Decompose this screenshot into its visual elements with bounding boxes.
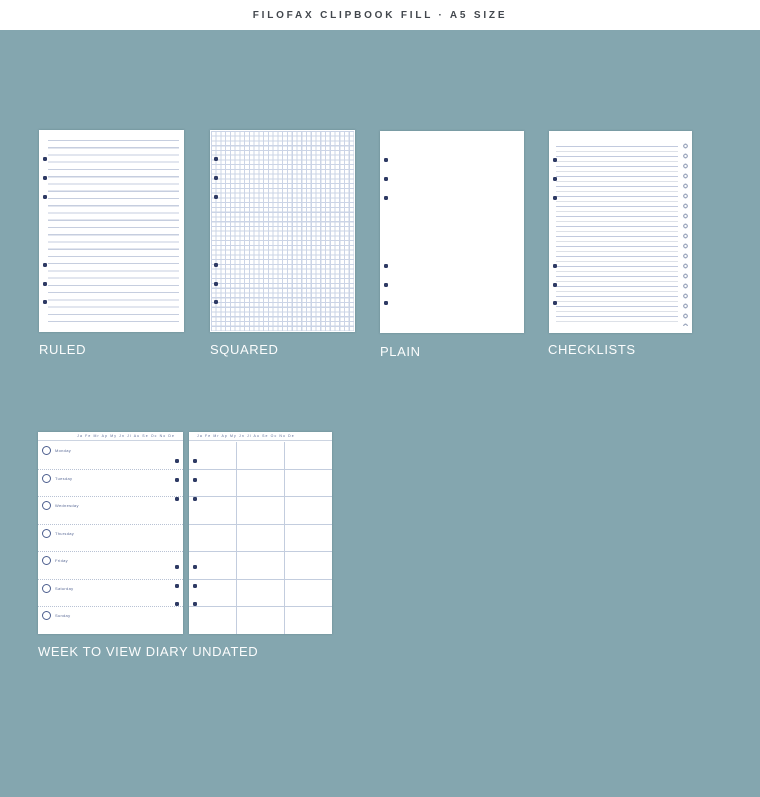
plain-label: PLAIN bbox=[380, 344, 421, 359]
months-strip: Ja Fe Mr Ap My Jn Jl Au Se Oc No De bbox=[38, 432, 183, 441]
plain-page-thumbnail bbox=[380, 131, 524, 333]
punch-hole-icon bbox=[214, 195, 218, 199]
diary-grid-row bbox=[189, 442, 332, 469]
day-bullet-circle-icon bbox=[42, 501, 51, 510]
diary-grid-row bbox=[189, 579, 332, 607]
diary-day-row bbox=[38, 496, 183, 524]
diary-grid-rows bbox=[189, 442, 332, 634]
punch-hole-icon bbox=[384, 196, 388, 200]
punch-hole-icon bbox=[384, 177, 388, 181]
day-name: Saturday bbox=[55, 585, 74, 591]
diary-right-page-thumbnail bbox=[189, 432, 332, 634]
punch-hole-icon bbox=[193, 584, 197, 588]
banner bbox=[0, 0, 760, 30]
months-strip: Ja Fe Mr Ap My Jn Jl Au Se Oc No De bbox=[189, 432, 332, 441]
punch-hole-icon bbox=[175, 584, 179, 588]
day-name: Tuesday bbox=[55, 475, 73, 481]
punch-hole-icon bbox=[384, 264, 388, 268]
diary-day-row bbox=[38, 524, 183, 552]
checklist-lines-pattern bbox=[556, 146, 678, 326]
punch-hole-icon bbox=[193, 497, 197, 501]
punch-hole-icon bbox=[175, 565, 179, 569]
punch-hole-icon bbox=[553, 177, 557, 181]
squared-page-thumbnail bbox=[210, 130, 355, 332]
ruled-lines-pattern bbox=[48, 140, 179, 325]
day-bullet-circle-icon bbox=[42, 529, 51, 538]
day-name: Thursday bbox=[55, 530, 75, 536]
punch-hole-icon bbox=[553, 158, 557, 162]
day-bullet-circle-icon bbox=[42, 584, 51, 593]
day-name: Monday bbox=[55, 448, 72, 453]
checklists-page-thumbnail bbox=[549, 131, 692, 333]
punch-hole-icon bbox=[43, 157, 47, 161]
punch-hole-icon bbox=[193, 459, 197, 463]
diary-grid-column-line bbox=[284, 442, 285, 634]
diary-grid-row bbox=[189, 496, 332, 524]
day-bullet-circle-icon bbox=[42, 611, 51, 620]
punch-hole-icon bbox=[214, 263, 218, 267]
punch-hole-icon bbox=[193, 565, 197, 569]
diary-grid-column-line bbox=[236, 442, 237, 634]
ruled-page-thumbnail bbox=[39, 130, 184, 332]
punch-hole-icon bbox=[175, 497, 179, 501]
punch-hole-icon bbox=[193, 478, 197, 482]
punch-hole-icon bbox=[214, 176, 218, 180]
day-name: Friday bbox=[55, 558, 68, 564]
punch-hole-icon bbox=[214, 157, 218, 161]
day-bullet-circle-icon bbox=[42, 474, 51, 483]
punch-hole-icon bbox=[43, 195, 47, 199]
day-name: Sunday bbox=[55, 613, 71, 619]
squared-grid-pattern bbox=[211, 131, 354, 331]
punch-hole-icon bbox=[553, 283, 557, 287]
punch-hole-icon bbox=[43, 282, 47, 286]
punch-hole-icon bbox=[553, 301, 557, 305]
diary-grid-row bbox=[189, 524, 332, 552]
squared-label: SQUARED bbox=[210, 342, 279, 357]
punch-hole-icon bbox=[384, 301, 388, 305]
diary-day-row bbox=[38, 442, 183, 469]
punch-hole-icon bbox=[193, 602, 197, 606]
checklists-label: CHECKLISTS bbox=[548, 342, 636, 357]
punch-hole-icon bbox=[43, 176, 47, 180]
diary-label: WEEK TO VIEW DIARY UNDATED bbox=[38, 644, 259, 659]
punch-hole-icon bbox=[553, 196, 557, 200]
punch-hole-icon bbox=[214, 282, 218, 286]
punch-hole-icon bbox=[43, 300, 47, 304]
diary-day-row bbox=[38, 579, 183, 607]
diary-day-row bbox=[38, 551, 183, 579]
diary-day-row bbox=[38, 606, 183, 634]
punch-hole-icon bbox=[175, 478, 179, 482]
punch-hole-icon bbox=[175, 459, 179, 463]
punch-hole-icon bbox=[175, 602, 179, 606]
day-bullet-circle-icon bbox=[42, 446, 51, 455]
checkbox-circles-column bbox=[682, 141, 689, 326]
punch-hole-icon bbox=[384, 158, 388, 162]
day-bullet-circle-icon bbox=[42, 556, 51, 565]
punch-hole-icon bbox=[384, 283, 388, 287]
punch-hole-icon bbox=[43, 263, 47, 267]
punch-hole-icon bbox=[214, 300, 218, 304]
diary-day-rows bbox=[38, 442, 183, 634]
punch-hole-icon bbox=[553, 264, 557, 268]
diary-left-page-thumbnail bbox=[38, 432, 183, 634]
diary-grid-row bbox=[189, 551, 332, 579]
banner-title: FILOFAX CLIPBOOK FILL · A5 SIZE bbox=[252, 9, 508, 21]
ruled-label: RULED bbox=[39, 342, 87, 357]
day-name: Wednesday bbox=[55, 503, 79, 509]
diary-grid-row bbox=[189, 606, 332, 634]
diary-grid-row bbox=[189, 469, 332, 497]
diary-day-row bbox=[38, 469, 183, 497]
